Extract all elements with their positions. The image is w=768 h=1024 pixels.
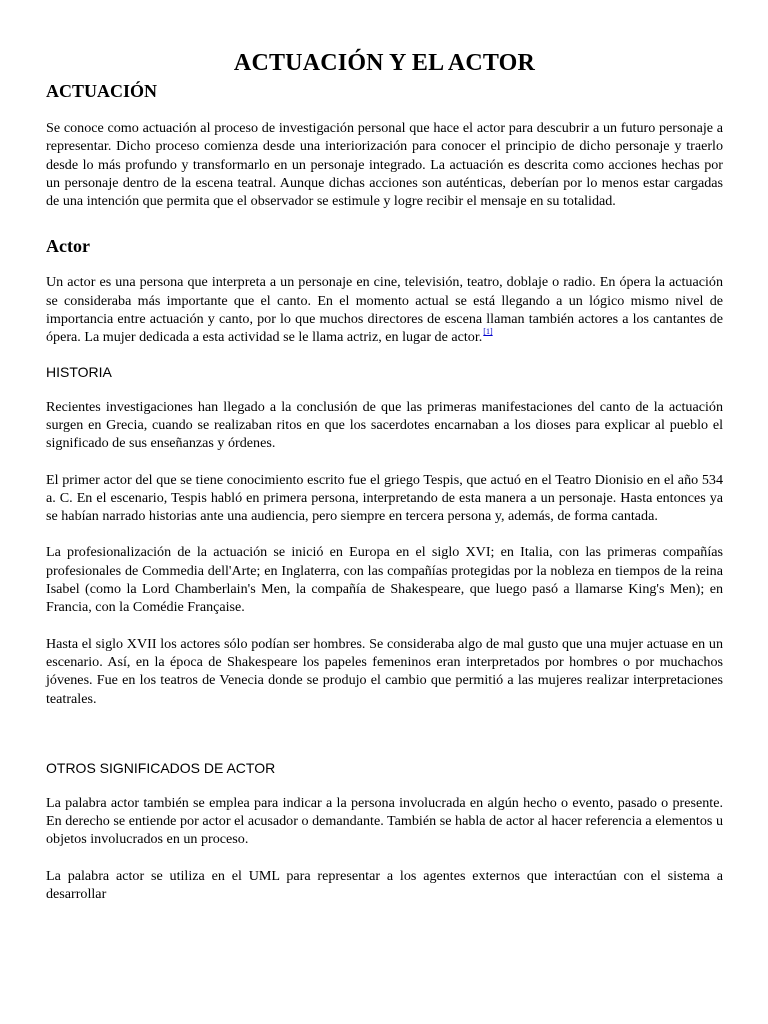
section-heading-historia: HISTORIA (46, 363, 112, 380)
paragraph-historia-2: El primer actor del que se tiene conocimiento escrito fue el griego Tespis, que actuó en el Teatro Dionisio en el año 534 a. C. En el escenario, Tespis habló en primera persona, interpretando de esta manera a un personaje. Hasta entonces ya se habían narrado historias ante una audiencia, pero siempre en tercera persona y, además, de forma cantada. (46, 471, 723, 525)
document-title: ACTUACIÓN Y EL ACTOR (233, 50, 536, 76)
section-heading-actuacion: ACTUACIÓN (46, 81, 158, 101)
paragraph-otros-1: La palabra actor también se emplea para indicar a la persona involucrada en algún hecho o evento, pasado o presente. En derecho se entiende por actor el acusador o demandante. También se habla de actor al hacer referencia a elementos u objetos involucrados en un proceso. (46, 794, 723, 848)
paragraph-otros-2: La palabra actor se utiliza en el UML para representar a los agentes externos que interactúan con el sistema a desarrollar (46, 867, 723, 903)
section-heading-actor (46, 235, 723, 257)
section-heading-actor-text: Actor (46, 236, 90, 257)
paragraph-historia-1: Recientes investigaciones han llegado a la conclusión de que las primeras manifestaciones del canto de la actuación surgen en Grecia, cuando se realizaban ritos en que los sacerdotes encarnaban a los dioses para explicar al pueblo el significado de sus enseñanzas y órdenes. (46, 398, 723, 452)
paragraph-historia-3: La profesionalización de la actuación se inició en Europa en el siglo XVI; en Italia, con las primeras compañías profesionales de Commedia dell'Arte; en Inglaterra, con las compañías protegidas por la nobleza en tiempos de la reina Isabel (como la Lord Chamberlain's Men, la compañía de Shakespeare, que luego pasó a llamarse King's Men); en Francia, con la Comédie Française. (46, 544, 723, 616)
paragraph-actor-text: Un actor es una persona que interpreta a un personaje en cine, televisión, teatro, doblaje o radio. En ópera la actuación se consideraba más importante que el canto. En el momento actual se está llegando a un lógico mismo nivel de importancia entre actuación y canto, por lo que muchos directores de escena llaman también actores a los cantantes de ópera. La mujer dedicada a esta actividad se le llama actriz, en lugar de actor. (46, 274, 723, 346)
section-heading-otros-significados: OTROS SIGNIFICADOS DE ACTOR (46, 759, 276, 776)
document-page (46, 0, 723, 903)
footnote-reference-link[interactable]: [1] (483, 327, 493, 337)
paragraph-actor (46, 273, 723, 346)
paragraph-actuacion: Se conoce como actuación al proceso de investigación personal que hace el actor para descubrir a un futuro personaje a representar. Dicho proceso comienza desde una interiorización para conocer el principio de dicho personaje y traerlo desde lo más profundo y transformarlo en un personaje integrado. La actuación es descrita como acciones hechas por un personaje dentro de la escena teatral. Aunque dichas acciones son auténticas, deberían por lo menos estar cargadas de una intención que permita que el observador se estimule y logre recibir el mensaje en su totalidad. (46, 120, 723, 210)
paragraph-historia-4: Hasta el siglo XVII los actores sólo podían ser hombres. Se consideraba algo de mal gusto que una mujer actuase en un escenario. Así, en la época de Shakespeare los papeles femeninos eran interpretados por hombres o por muchachos jóvenes. Fue en los teatros de Venecia donde se produjo el cambio que permitió a las mujeres realizar interpretaciones teatrales. (46, 635, 723, 707)
